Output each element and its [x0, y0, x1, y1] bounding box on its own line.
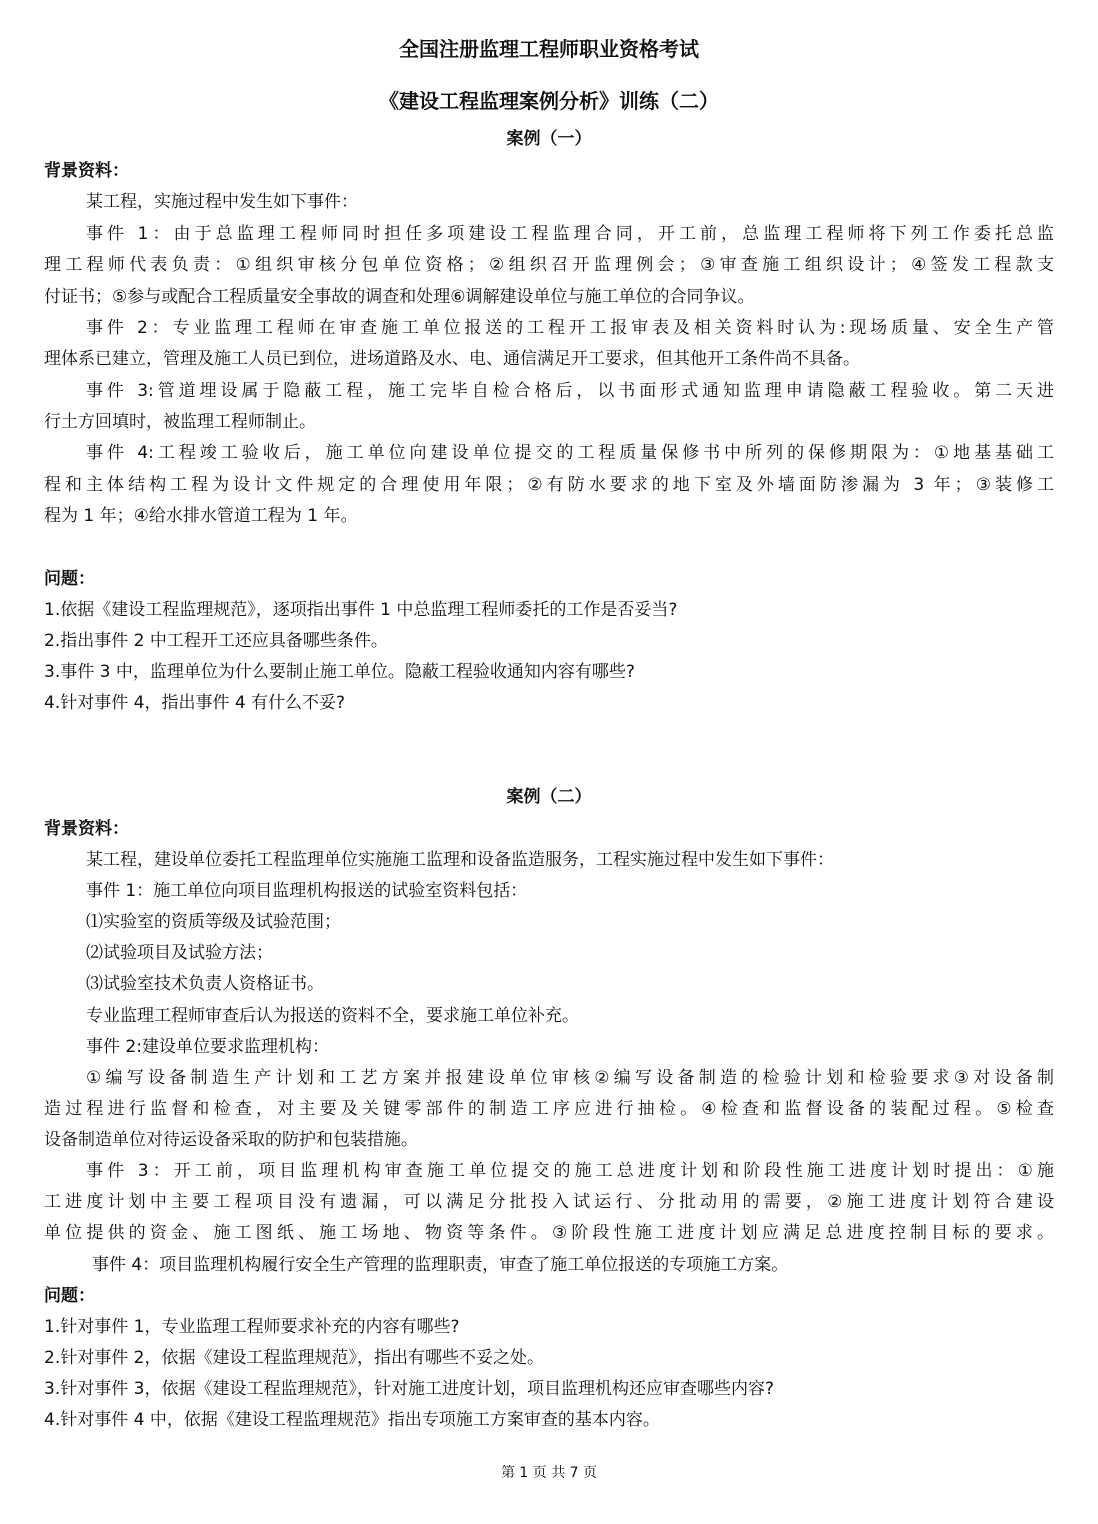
case1-background-label: 背景资料：: [44, 161, 129, 181]
case1-line: 事件 3:管道埋设属于隐蔽工程，施工完毕自检合格后，以书面形式通知监理申请隐蔽工程验收。第二天进: [86, 381, 1054, 401]
case2-background-label: 背景资料：: [44, 819, 129, 839]
case2-title: 案例（二）: [506, 787, 592, 807]
case1-title: 案例（一）: [506, 129, 592, 149]
case2-line: 工进度计划中主要工程项目没有遗漏，可以满足分批投入试运行、分批动用的需要，②施工进度计划符合建设: [44, 1192, 1054, 1212]
case1-line: 付证书；⑤参与或配合工程质量安全事故的调查和处理⑥调解建设单位与施工单位的合同争议。: [44, 287, 755, 307]
case2-line: 单位提供的资金、施工图纸、施工场地、物资等条件。③阶段性施工进度计划应满足总进度控制目标的要求。: [44, 1223, 1054, 1243]
case1-question: 4.针对事件 4，指出事件 4 有什么不妥?: [44, 693, 346, 713]
case1-line: 事件 1：由于总监理工程师同时担任多项建设工程监理合同，开工前，总监理工程师将下列工作委托总监: [86, 224, 1054, 244]
page-number: 第 1 页 共 7 页: [500, 1465, 598, 1481]
case2-line: 事件 3：开工前，项目监理机构审查施工单位提交的施工总进度计划和阶段性施工进度计划时提出：①施: [86, 1161, 1054, 1181]
case1-line: 程和主体结构工程为设计文件规定的合理使用年限；②有防水要求的地下室及外墙面防渗漏为 3 年；③装修工: [44, 475, 1054, 495]
case1-line: 程为 1 年；④给水排水管道工程为 1 年。: [44, 506, 358, 526]
case1-line: 事件 2：专业监理工程师在审查施工单位报送的工程开工报审表及相关资料时认为:现场质量、安全生产管: [86, 318, 1054, 338]
case1-question: 2.指出事件 2 中工程开工还应具备哪些条件。: [44, 631, 388, 651]
case2-line: ⑴实验室的资质等级及试验范围；: [86, 912, 341, 932]
case1-line: 行土方回填时，被监理工程师制止。: [44, 412, 316, 432]
document-subtitle: 《建设工程监理案例分析》训练（二）: [379, 89, 719, 113]
case2-question: 1.针对事件 1，专业监理工程师要求补充的内容有哪些?: [44, 1317, 460, 1337]
case2-line: 造过程进行监督和检查，对主要及关键零部件的制造工序应进行抽检。④检查和监督设备的装配过程。⑤检查: [44, 1099, 1054, 1119]
case1-questions-label: 问题：: [44, 569, 95, 589]
case2-question: 4.针对事件 4 中，依据《建设工程监理规范》指出专项施工方案审查的基本内容。: [44, 1410, 660, 1430]
case2-line: 某工程，建设单位委托工程监理单位实施施工监理和设备监造服务，工程实施过程中发生如下事件：: [86, 850, 834, 870]
case1-line: 事件 4:工程竣工验收后，施工单位向建设单位提交的工程质量保修书中所列的保修期限为：①地基基础工: [86, 443, 1054, 463]
case2-line: 设备制造单位对待运设备采取的防护和包装措施。: [44, 1130, 418, 1150]
document-title: 全国注册监理工程师职业资格考试: [399, 37, 699, 61]
case2-question: 3.针对事件 3，依据《建设工程监理规范》，针对施工进度计划，项目监理机构还应审查哪些内容?: [44, 1379, 774, 1399]
case1-question: 3.事件 3 中，监理单位为什么要制止施工单位。隐蔽工程验收通知内容有哪些?: [44, 662, 635, 682]
case1-question: 1.依据《建设工程监理规范》，逐项指出事件 1 中总监理工程师委托的工作是否妥当?: [44, 600, 678, 620]
case1-line: 某工程，实施过程中发生如下事件：: [86, 192, 358, 212]
case2-line: 事件 4：项目监理机构履行安全生产管理的监理职责，审查了施工单位报送的专项施工方案。: [92, 1255, 789, 1275]
case2-questions-label: 问题：: [44, 1286, 95, 1306]
case1-line: 理工程师代表负责：①组织审核分包单位资格；②组织召开监理例会；③审查施工组织设计；④签发工程款支: [44, 255, 1054, 275]
case1-line: 理体系已建立，管理及施工人员已到位，进场道路及水、电、通信满足开工要求，但其他开工条件尚不具备。: [44, 349, 860, 369]
case2-line: ①编写设备制造生产计划和工艺方案并报建设单位审核②编写设备制造的检验计划和检验要求③对设备制: [86, 1068, 1054, 1088]
case2-line: ⑵试验项目及试验方法；: [86, 943, 273, 963]
case2-question: 2.针对事件 2，依据《建设工程监理规范》，指出有哪些不妥之处。: [44, 1348, 544, 1368]
case2-line: ⑶试验室技术负责人资格证书。: [86, 974, 324, 994]
case2-line: 事件 2:建设单位要求监理机构：: [86, 1037, 329, 1057]
case2-line: 事件 1：施工单位向项目监理机构报送的试验室资料包括：: [86, 881, 528, 901]
case2-line: 专业监理工程师审查后认为报送的资料不全，要求施工单位补充。: [86, 1006, 579, 1026]
